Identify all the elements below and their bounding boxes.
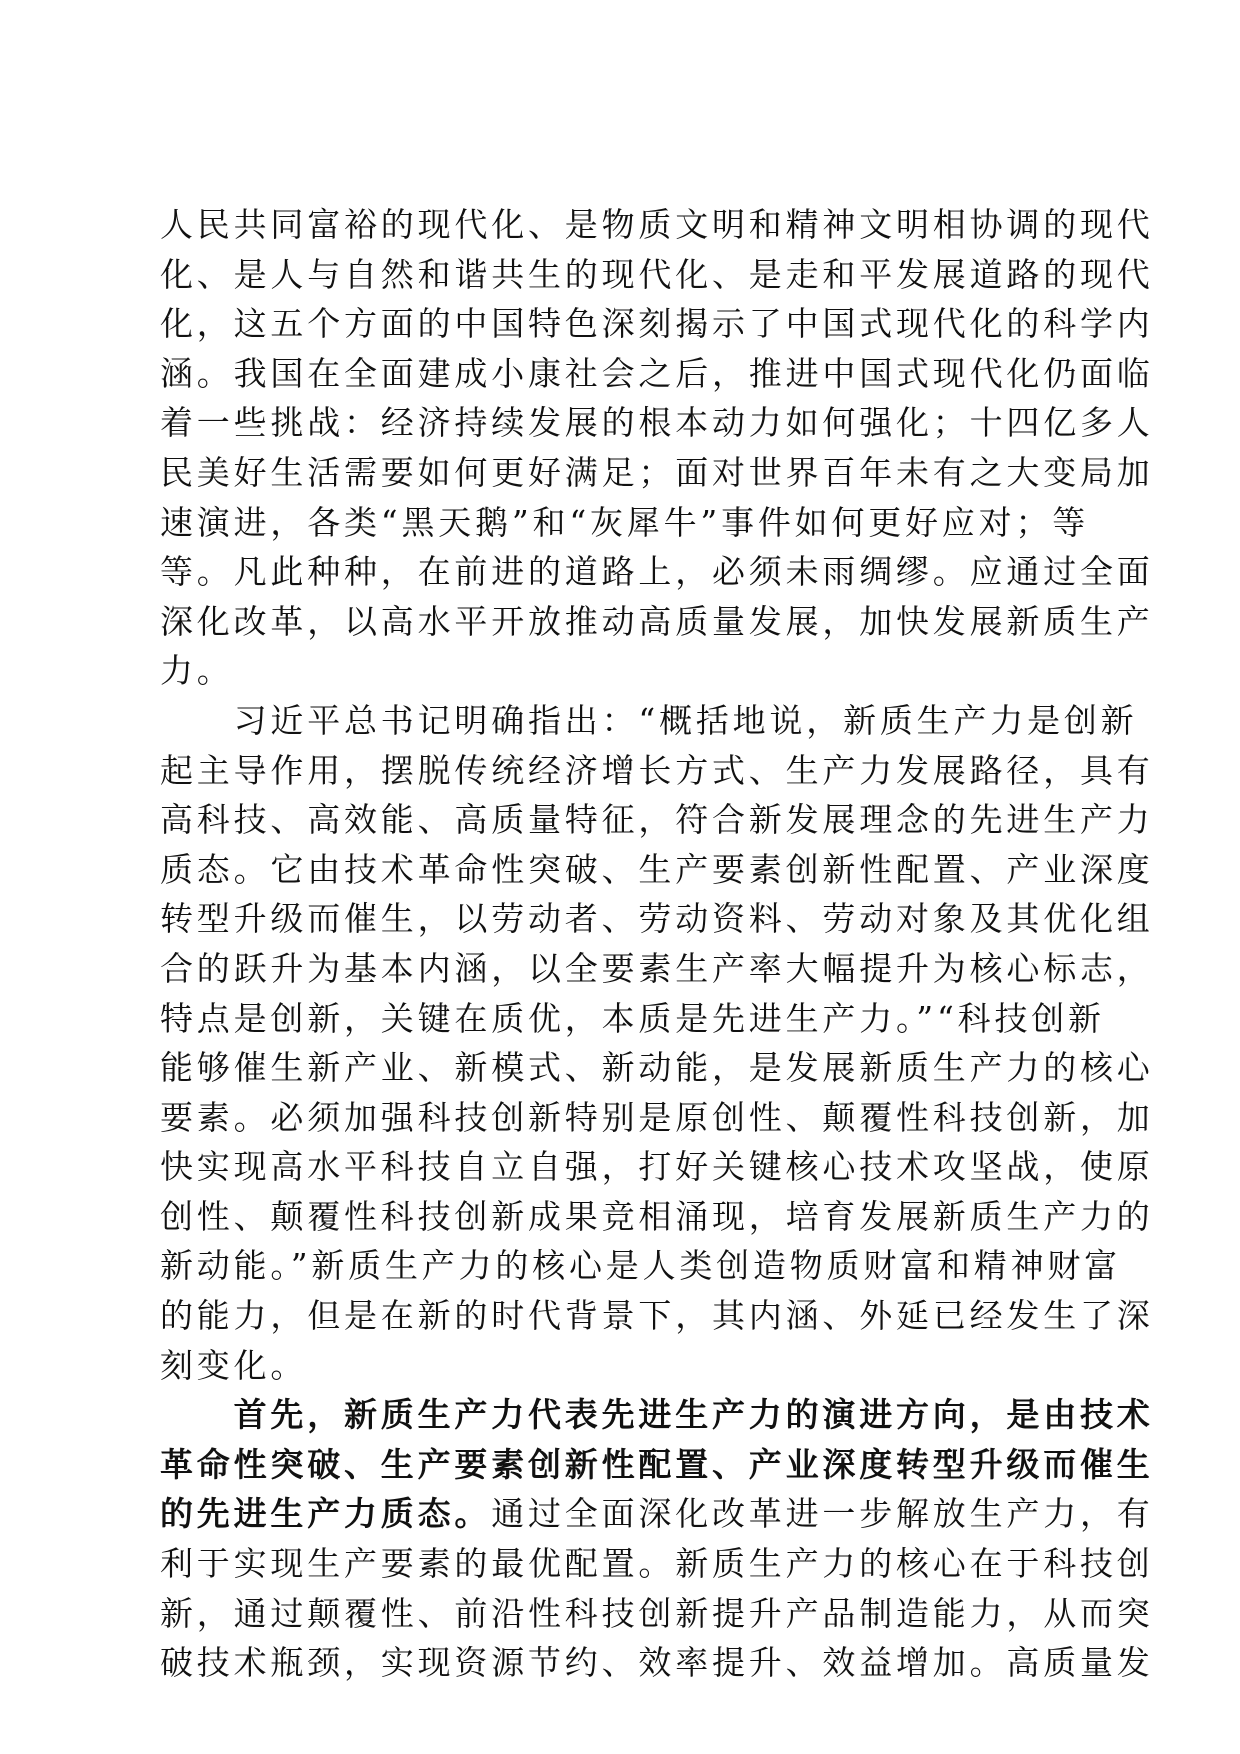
text-line: 着一些挑战：经济持续发展的根本动力如何强化；十四亿多人 bbox=[160, 403, 1154, 443]
text-line: 等。凡此种种，在前进的道路上，必须未雨绸缪。应通过全面 bbox=[160, 552, 1154, 592]
text-line: 破技术瓶颈，实现资源节约、效率提升、效益增加。高质量发 bbox=[160, 1643, 1154, 1683]
text-line: 刻变化。 bbox=[160, 1345, 308, 1385]
text-line: 创性、颠覆性科技创新成果竞相涌现，培育发展新质生产力的 bbox=[160, 1196, 1154, 1236]
text-line: 能够催生新产业、新模式、新动能，是发展新质生产力的核心 bbox=[160, 1048, 1154, 1088]
text-line: 特点是创新，关键在质优，本质是先进生产力。”“科技创新 bbox=[160, 998, 1105, 1038]
text-line: 要素。必须加强科技创新特别是原创性、颠覆性科技创新，加 bbox=[160, 1097, 1154, 1137]
document-body bbox=[160, 200, 1154, 1688]
mixed-text-line bbox=[160, 1489, 1154, 1539]
paragraph-3 bbox=[160, 1390, 1154, 1688]
text-line: 民美好生活需要如何更好满足；面对世界百年未有之大变局加 bbox=[160, 452, 1154, 492]
text-line: 涵。我国在全面建成小康社会之后，推进中国式现代化仍面临 bbox=[160, 353, 1154, 393]
text-line: 利于实现生产要素的最优配置。新质生产力的核心在于科技创 bbox=[160, 1544, 1154, 1584]
text-line: 合的跃升为基本内涵，以全要素生产率大幅提升为核心标志， bbox=[160, 948, 1154, 988]
text-line: 化、是人与自然和谐共生的现代化、是走和平发展道路的现代 bbox=[160, 254, 1154, 294]
text-line: 高科技、高效能、高质量特征，符合新发展理念的先进生产力 bbox=[160, 800, 1154, 840]
text-line: 快实现高水平科技自立自强，打好关键核心技术攻坚战，使原 bbox=[160, 1147, 1154, 1187]
bold-text-line: 首先，新质生产力代表先进生产力的演进方向，是由技术 bbox=[160, 1395, 1154, 1435]
text-line: 质态。它由技术革命性突破、生产要素创新性配置、产业深度 bbox=[160, 849, 1154, 889]
text-line: 化，这五个方面的中国特色深刻揭示了中国式现代化的科学内 bbox=[160, 304, 1154, 344]
text-line: 新，通过颠覆性、前沿性科技创新提升产品制造能力，从而突 bbox=[160, 1593, 1154, 1633]
text-line: 人民共同富裕的现代化、是物质文明和精神文明相协调的现代 bbox=[160, 205, 1154, 244]
bold-text-segment: 的先进生产力质态。 bbox=[160, 1494, 492, 1534]
text-line: 转型升级而催生，以劳动者、劳动资料、劳动对象及其优化组 bbox=[160, 899, 1154, 939]
text-line: 速演进，各类“黑天鹅”和“灰犀牛”事件如何更好应对；等 bbox=[160, 502, 1090, 542]
paragraph-2 bbox=[160, 696, 1154, 1390]
text-line: 习近平总书记明确指出：“概括地说，新质生产力是创新 bbox=[160, 700, 1138, 740]
paragraph-1 bbox=[160, 200, 1154, 696]
text-segment: 通过全面深化改革进一步解放生产力，有 bbox=[491, 1494, 1154, 1534]
text-line: 起主导作用，摆脱传统经济增长方式、生产力发展路径，具有 bbox=[160, 750, 1154, 790]
text-line: 的能力，但是在新的时代背景下，其内涵、外延已经发生了深 bbox=[160, 1296, 1154, 1336]
text-line: 新动能。”新质生产力的核心是人类创造物质财富和精神财富 bbox=[160, 1246, 1121, 1286]
bold-text-line: 革命性突破、生产要素创新性配置、产业深度转型升级而催生 bbox=[160, 1444, 1154, 1484]
text-line: 力。 bbox=[160, 651, 234, 691]
text-line: 深化改革，以高水平开放推动高质量发展，加快发展新质生产 bbox=[160, 601, 1154, 641]
